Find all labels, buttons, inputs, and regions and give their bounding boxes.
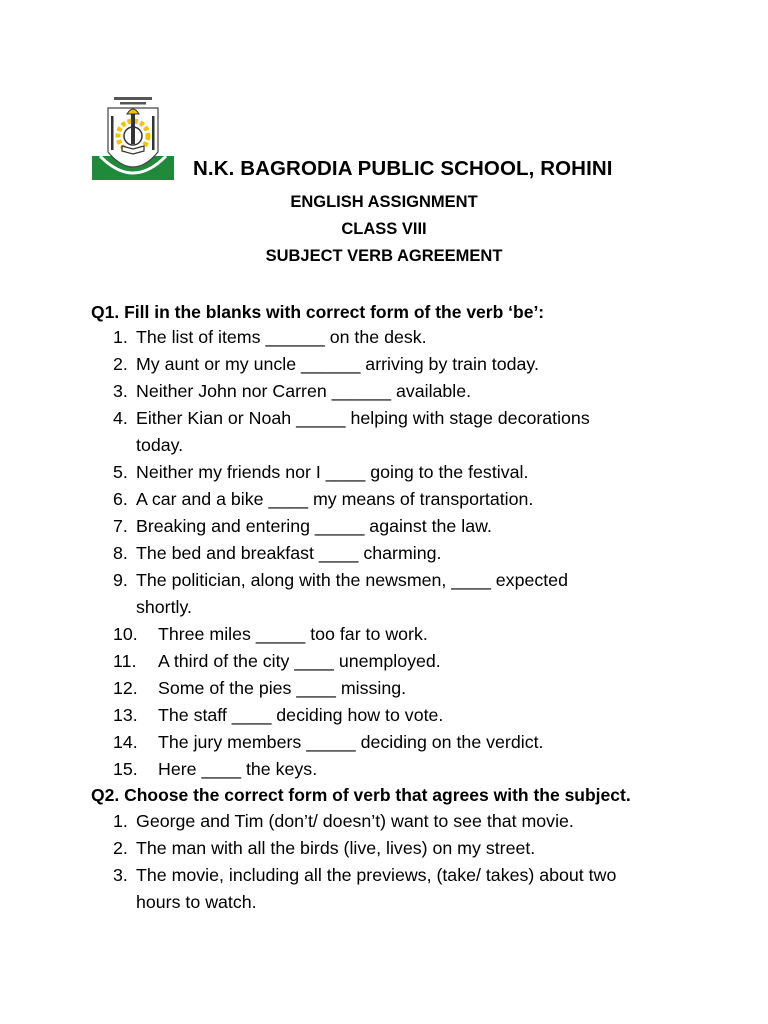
q1-item-number: 14. bbox=[113, 732, 138, 752]
q1-item-text: shortly. bbox=[136, 597, 192, 617]
q2-item-text: The movie, including all the previews, (take/ takes) about two bbox=[136, 865, 617, 885]
q1-item-text: Either Kian or Noah _____ helping with stage decorations bbox=[136, 408, 590, 428]
q1-item-text: The staff ____ deciding how to vote. bbox=[158, 705, 444, 725]
q2-item-number: 2. bbox=[113, 838, 128, 858]
q1-item-text: Some of the pies ____ missing. bbox=[158, 678, 407, 698]
q1-item-number: 6. bbox=[113, 489, 128, 509]
q1-item-text: My aunt or my uncle ______ arriving by train today. bbox=[136, 354, 539, 374]
q2-item-text: The man with all the birds (live, lives) on my street. bbox=[136, 838, 536, 858]
q1-item-number: 13. bbox=[113, 705, 138, 725]
q1-item-number: 8. bbox=[113, 543, 128, 563]
q2-item-number: 3. bbox=[113, 865, 128, 885]
q1-item-number: 4. bbox=[113, 408, 128, 428]
q1-item-text: Neither John nor Carren ______ available. bbox=[136, 381, 472, 401]
q1-heading: Q1. Fill in the blanks with correct form of the verb ‘be’: bbox=[91, 302, 545, 322]
q1-item-number: 9. bbox=[113, 570, 128, 590]
q1-item-number: 7. bbox=[113, 516, 128, 536]
q1-item-number: 5. bbox=[113, 462, 128, 482]
q1-item-number: 15. bbox=[113, 759, 138, 779]
q2-item-text: George and Tim (don’t/ doesn’t) want to see that movie. bbox=[136, 811, 574, 831]
q1-item-text: Three miles _____ too far to work. bbox=[158, 624, 428, 644]
q1-item-text: Breaking and entering _____ against the law. bbox=[136, 516, 492, 536]
q1-item-text: The list of items ______ on the desk. bbox=[136, 327, 427, 347]
q1-item-text: The jury members _____ deciding on the verdict. bbox=[158, 732, 544, 752]
q1-item-number: 3. bbox=[113, 381, 128, 401]
q1-item-number: 1. bbox=[113, 327, 128, 347]
q2-item-number: 1. bbox=[113, 811, 128, 831]
q2-item-text: hours to watch. bbox=[136, 892, 257, 912]
q1-item-number: 2. bbox=[113, 354, 128, 374]
q1-item-text: A car and a bike ____ my means of transportation. bbox=[136, 489, 534, 509]
q1-item-text: today. bbox=[136, 435, 184, 455]
school-name: N.K. BAGRODIA PUBLIC SCHOOL, ROHINI bbox=[193, 157, 613, 180]
q2-heading: Q2. Choose the correct form of verb that agrees with the subject. bbox=[91, 785, 631, 805]
q1-item-text: Here ____ the keys. bbox=[158, 759, 318, 779]
topic-title: SUBJECT VERB AGREEMENT bbox=[265, 247, 503, 265]
q1-item-number: 12. bbox=[113, 678, 138, 698]
q1-item-number: 11. bbox=[113, 651, 137, 671]
school-crest-icon bbox=[92, 94, 174, 182]
q1-item-text: The politician, along with the newsmen, ____ expected bbox=[136, 570, 568, 590]
q1-item-number: 10. bbox=[113, 624, 138, 644]
class-label: CLASS VIII bbox=[341, 220, 427, 238]
q1-item-text: A third of the city ____ unemployed. bbox=[158, 651, 441, 671]
assignment-title: ENGLISH ASSIGNMENT bbox=[290, 193, 478, 211]
q1-item-text: The bed and breakfast ____ charming. bbox=[136, 543, 442, 563]
q1-item-text: Neither my friends nor I ____ going to the festival. bbox=[136, 462, 529, 482]
school-logo bbox=[92, 94, 174, 182]
